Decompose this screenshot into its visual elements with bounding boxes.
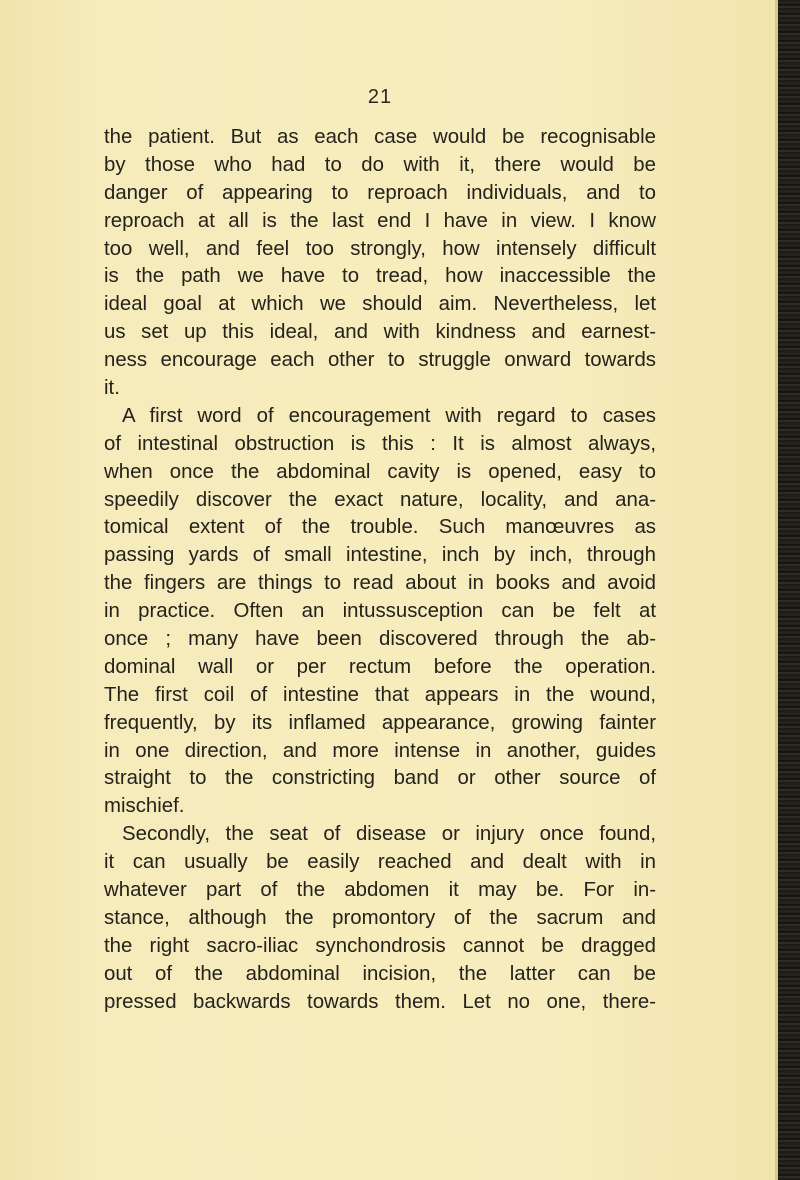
text-line: once ; many have been discovered through the ab- [104,628,656,651]
text-line: the fingers are things to read about in books and avoid [104,572,656,595]
paragraph-end-line: mischief. [104,795,185,818]
text-line: stance, although the promontory of the sacrum and [104,906,656,929]
book-spine [778,0,800,1180]
paragraph-first-line: A first word of encouragement with regard to cases [122,404,656,427]
text-line: too well, and feel too strongly, how intensely difficult [104,237,656,260]
text-line: pressed backwards towards them. Let no one, there- [104,990,656,1013]
text-line: out of the abdominal incision, the latter can be [104,962,656,985]
text-line: danger of appearing to reproach individuals, and to [104,181,656,204]
text-line: when once the abdominal cavity is opened, easy to [104,460,656,483]
text-line: whatever part of the abdomen it may be. For in- [104,879,656,902]
text-line: ness encourage each other to struggle onward towards [104,349,656,372]
text-line: passing yards of small intestine, inch by inch, through [104,544,656,567]
text-line: reproach at all is the last end I have in view. I know [104,209,656,232]
text-line: in one direction, and more intense in another, guides [104,739,656,762]
paragraph-first-line: Secondly, the seat of disease or injury once found, [122,823,656,846]
text-line: is the path we have to tread, how inaccessible the [104,265,656,288]
text-line: of intestinal obstruction is this : It is almost always, [104,432,656,455]
text-line: speedily discover the exact nature, locality, and ana- [104,488,656,511]
text-line: it can usually be easily reached and dealt with in [104,851,656,874]
text-line: the right sacro-iliac synchondrosis cannot be dragged [104,934,656,957]
text-line: in practice. Often an intussusception can be felt at [104,600,656,623]
text-line: The first coil of intestine that appears in the wound, [104,683,656,706]
paragraph-end-line: it. [104,377,120,400]
body-text [104,124,656,1017]
text-line: dominal wall or per rectum before the operation. [104,655,656,678]
text-line: ideal goal at which we should aim. Nevertheless, let [104,293,656,316]
text-line: the patient. But as each case would be recognisable [104,126,656,148]
text-line: tomical extent of the trouble. Such manœuvres as [104,516,656,539]
text-line: us set up this ideal, and with kindness and earnest- [104,321,656,344]
text-line: by those who had to do with it, there would be [104,153,656,176]
text-line: frequently, by its inflamed appearance, growing fainter [104,711,656,734]
text-line: straight to the constricting band or other source of [104,767,656,790]
page-number: 21 [367,86,393,108]
